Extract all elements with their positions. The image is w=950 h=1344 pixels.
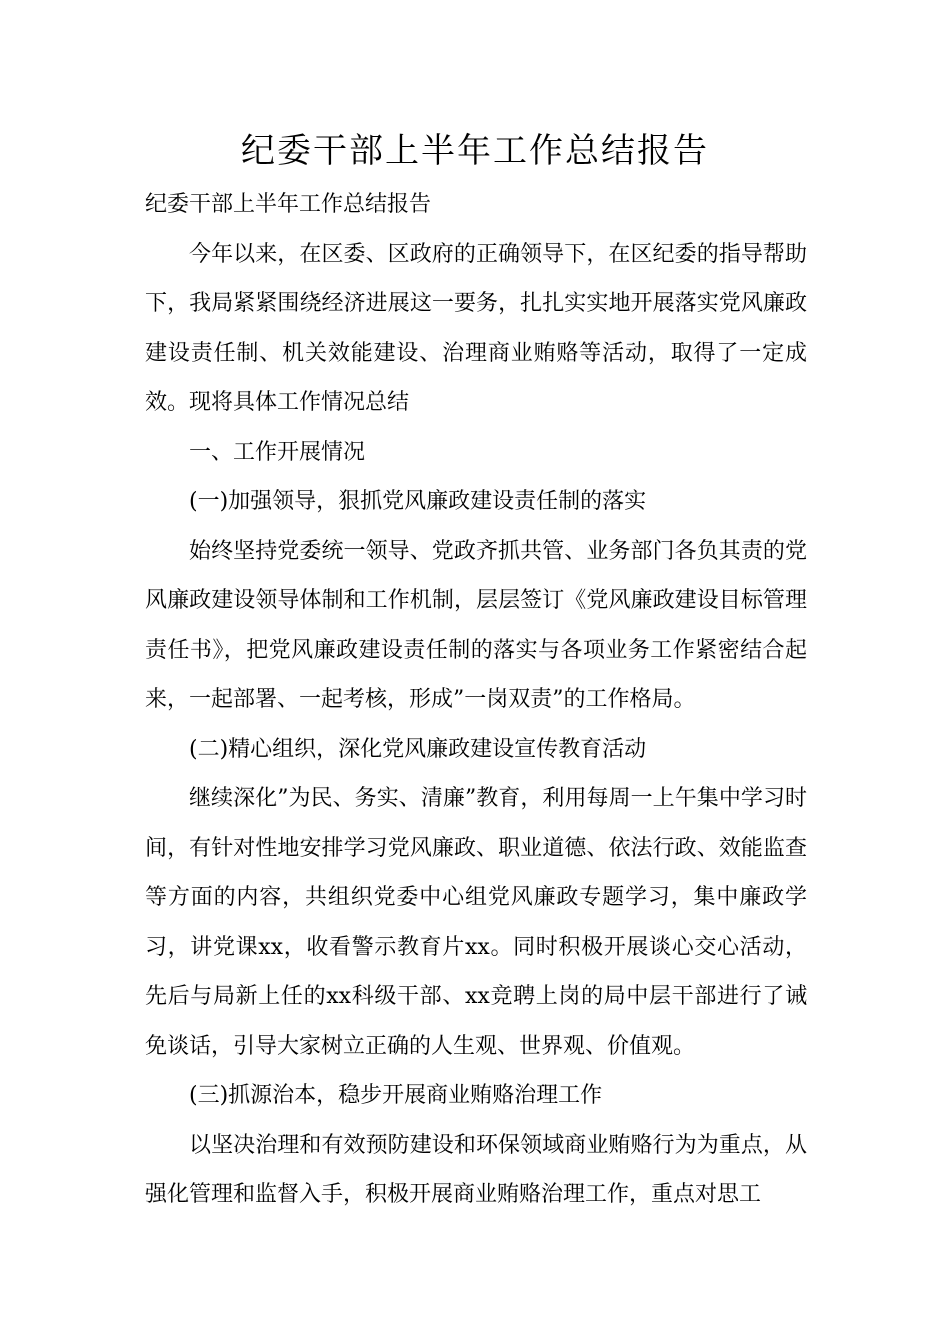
document-body <box>145 180 807 1220</box>
document-subtitle: 纪委干部上半年工作总结报告 <box>145 192 432 217</box>
paragraph-intro: 今年以来，在区委、区政府的正确领导下，在区纪委的指导帮助下，我局紧紧围绕经济进展这一要务，扎扎实实地开展落实党风廉政建设责任制、机关效能建设、治理商业贿赂等活动，取得了一定成效。现将具体工作情况总结 <box>145 241 807 415</box>
paragraph-education: 继续深化”为民、务实、清廉”教育，利用每周一上午集中学习时间，有针对性地安排学习党风廉政、职业道德、依法行政、效能监查等方面的内容，共组织党委中心组党风廉政专题学习，集中廉政学习，讲党课xx，收看警示教育片xx。同时积极开展谈心交心活动，先后与局新上任的xx科级干部、xx竞聘上岗的局中层干部进行了诫免谈话，引导大家树立正确的人生观、世界观、价值观。 <box>145 786 807 1059</box>
section-heading-work-status: 一、工作开展情况 <box>189 439 366 465</box>
subsection-heading-2: (二)精心组织，深化党风廉政建设宣传教育活动 <box>189 736 647 762</box>
subsection-heading-1: (一)加强领导，狠抓党风廉政建设责任制的落实 <box>189 489 647 514</box>
document-title: 纪委干部上半年工作总结报告 <box>241 131 709 171</box>
paragraph-bribery-governance: 以坚决治理和有效预防建设和环保领域商业贿赂行为为重点，从强化管理和监督入手，积极开展商业贿赂治理工作，重点对思工 <box>145 1132 807 1207</box>
subsection-heading-3: (三)抓源治本，稳步开展商业贿赂治理工作 <box>189 1083 603 1108</box>
paragraph-responsibility: 始终坚持党委统一领导、党政齐抓共管、业务部门各负其责的党风廉政建设领导体制和工作机制，层层签订《党风廉政建设目标管理责任书》，把党风廉政建设责任制的落实与各项业务工作紧密结合起来，一起部署、一起考核，形成”一岗双责”的工作格局。 <box>145 538 807 712</box>
